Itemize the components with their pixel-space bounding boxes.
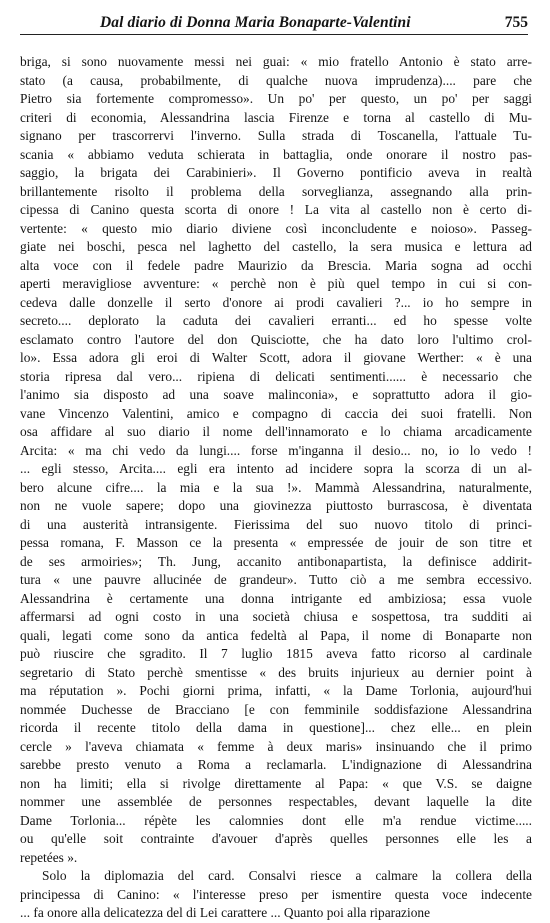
text-line: ... fa onore alla delicatezza del di Lei carattere ... Quanto poi alla riparazione: [20, 905, 431, 920]
text-line: de ses armoiries»; Th. Jung, accanito antibonapartista, la definisce addirit-: [20, 553, 532, 569]
text-line: Solo la diplomazia del card. Consalvi riesce a calmare la collera della: [42, 868, 532, 883]
text-line: di una austerità intransigente. Fierissima del suo nuovo titolo di princi-: [20, 516, 532, 532]
text-line: cedeva dalle donzelle il serto d'onore ai prodi cavalieri ?... io ho sempre in: [20, 294, 532, 310]
text-line: non ne vuole sapere; dopo una giovinezza piuttosto burrascosa, è diventata: [20, 498, 532, 513]
text-line: segretario di Stato perchè smentisse « des bruits injurieux au dernier point à: [20, 664, 532, 680]
text-line: tura « une pauvre allucinée de grandeur». Tutto ciò a me sembra eccessivo.: [20, 572, 532, 587]
text-line: cipessa di Canino questa scorta di onore ! La vita al castello non è certo di-: [20, 202, 532, 217]
text-line: vertente: « questo mio diario diviene così inconcludente e noioso». Passeg-: [20, 220, 532, 236]
text-line: Alessandrina è certamente una donna intrigante ed ambiziosa; essa vuole: [20, 590, 532, 606]
text-line: esclamato contro l'autore del don Quisciotte, che ha dato loro l'ultimo crol-: [20, 331, 532, 347]
text-line: può riuscire che sgradito. Il 7 luglio 1815 aveva fatto ricorso al cardinale: [20, 646, 532, 661]
header-rule: [20, 34, 528, 35]
text-line: criteri di economia, Alessandrina lascia Firenze e torna al castello di Mu-: [20, 109, 532, 125]
text-line: secreto.... deplorato la caduta dei cavalieri erranti... ed ho spesse volte: [20, 313, 532, 328]
text-line: alta voce con il fedele padre Maurizio da Brescia. Maria sogna ad occhi: [20, 257, 532, 273]
text-line: giate nei boschi, pesca nel laghetto del castello, la sera musica e lettura ad: [20, 239, 532, 254]
text-line: ou qu'elle soit contrainte d'avouer d'après quelles personnes elle les a: [20, 831, 532, 846]
text-line: storia ripresa dal vero... ripiena di delicati sentimenti...... è necessario che: [20, 368, 532, 384]
text-line: signano per trascorrervi l'inverno. Sulla strada di Toscanella, l'attuale Tu-: [20, 128, 532, 143]
text-line: principessa di Canino: « l'interesse preso per ismentire questa voce indecente: [20, 886, 532, 902]
text-line: osa affidare al suo diario il nome dell'innamorato e lo chiama arcadicamente: [20, 424, 532, 439]
running-title: Dal diario di Donna Maria Bonaparte-Valentini: [100, 14, 411, 31]
text-line: bero alcune cifre.... la mia e la sua !». Mammà Alessandrina, naturalmente,: [20, 479, 532, 495]
text-line: briga, si sono nuovamente messi nei guai: « mio fratello Antonio è stato arre-: [20, 54, 532, 69]
text-line: brillantemente risolto il problema della sorveglianza, assegnando alla prin-: [20, 183, 532, 199]
text-line: ... egli stesso, Arcita.... egli era intento ad incidere sopra la scorza di un al-: [20, 461, 532, 476]
text-line: nommée Duchesse de Bracciano [e con femminile soddisfazione Alessandrina: [20, 701, 532, 717]
text-line: l'animo sia disposto ad una soave malinconia», e soprattutto adora il gio-: [20, 387, 532, 402]
text-line: Arcita: « ma chi vedo da lungi.... forse m'inganna il desio... no, io lo vedo !: [20, 442, 532, 458]
text-line: cercle » l'aveva chiamata « femme à deux maris» insinuando che il primo: [20, 738, 532, 754]
text-line: vane Vincenzo Valentini, amico e compagno di caccia dei suoi fratelli. Non: [20, 405, 532, 421]
text-line: nommer une assemblée de personnes respectables, devant laquelle la dite: [20, 794, 532, 809]
text-line: Pietro sia fortemente compromesso». Un po' per questo, un po' per saggi: [20, 91, 532, 106]
text-line: aperti meravigliose avventure: « perchè non è più quel tempo in cui si con-: [20, 276, 532, 291]
text-line: lo». Essa adora gli eroi di Walter Scott, adora il giovane Werther: « è una: [20, 350, 532, 365]
text-line: Dame Torlonia... répète les calomnies dont elle m'a rendue victime.....: [20, 812, 532, 828]
page-number: 755: [504, 14, 528, 31]
page-header: [22, 11, 528, 35]
text-line: non ha limiti; ella si rivolge direttamente al Papa: « que V.S. se daigne: [20, 775, 532, 791]
text-line: quali, legati come sono da antica fedeltà al Papa, il nome di Bonaparte non: [20, 627, 532, 643]
text-line: saggio, la brigata dei Carabinieri». Il Governo pontificio aveva in realtà: [20, 165, 532, 180]
text-line: ricorda il recente titolo della dama in questione]... chez elle... en plein: [20, 720, 532, 735]
text-line: ma réputation ». Pochi giorni prima, infatti, « la Dame Torlonia, aujourd'hui: [20, 683, 532, 698]
text-line: pessa romana, F. Masson ce la presenta « empressée de jouir de son titre et: [20, 535, 532, 550]
text-line: sarebbe presto venuto a Roma a reclamarla. L'indignazione di Alessandrina: [20, 757, 532, 772]
text-line: scania « abbiamo veduta schierata in battaglia, onde onorare il nostro pas-: [20, 146, 532, 162]
text-line: affermarsi ad ogni costo in una società chiusa e sospettosa, tra sudditi ai: [20, 609, 532, 624]
body-text: [20, 53, 532, 923]
text-line: stato (a causa, probabilmente, di qualche nuova imprudenza).... pare che: [20, 72, 532, 88]
text-line: repetées ».: [20, 849, 78, 865]
